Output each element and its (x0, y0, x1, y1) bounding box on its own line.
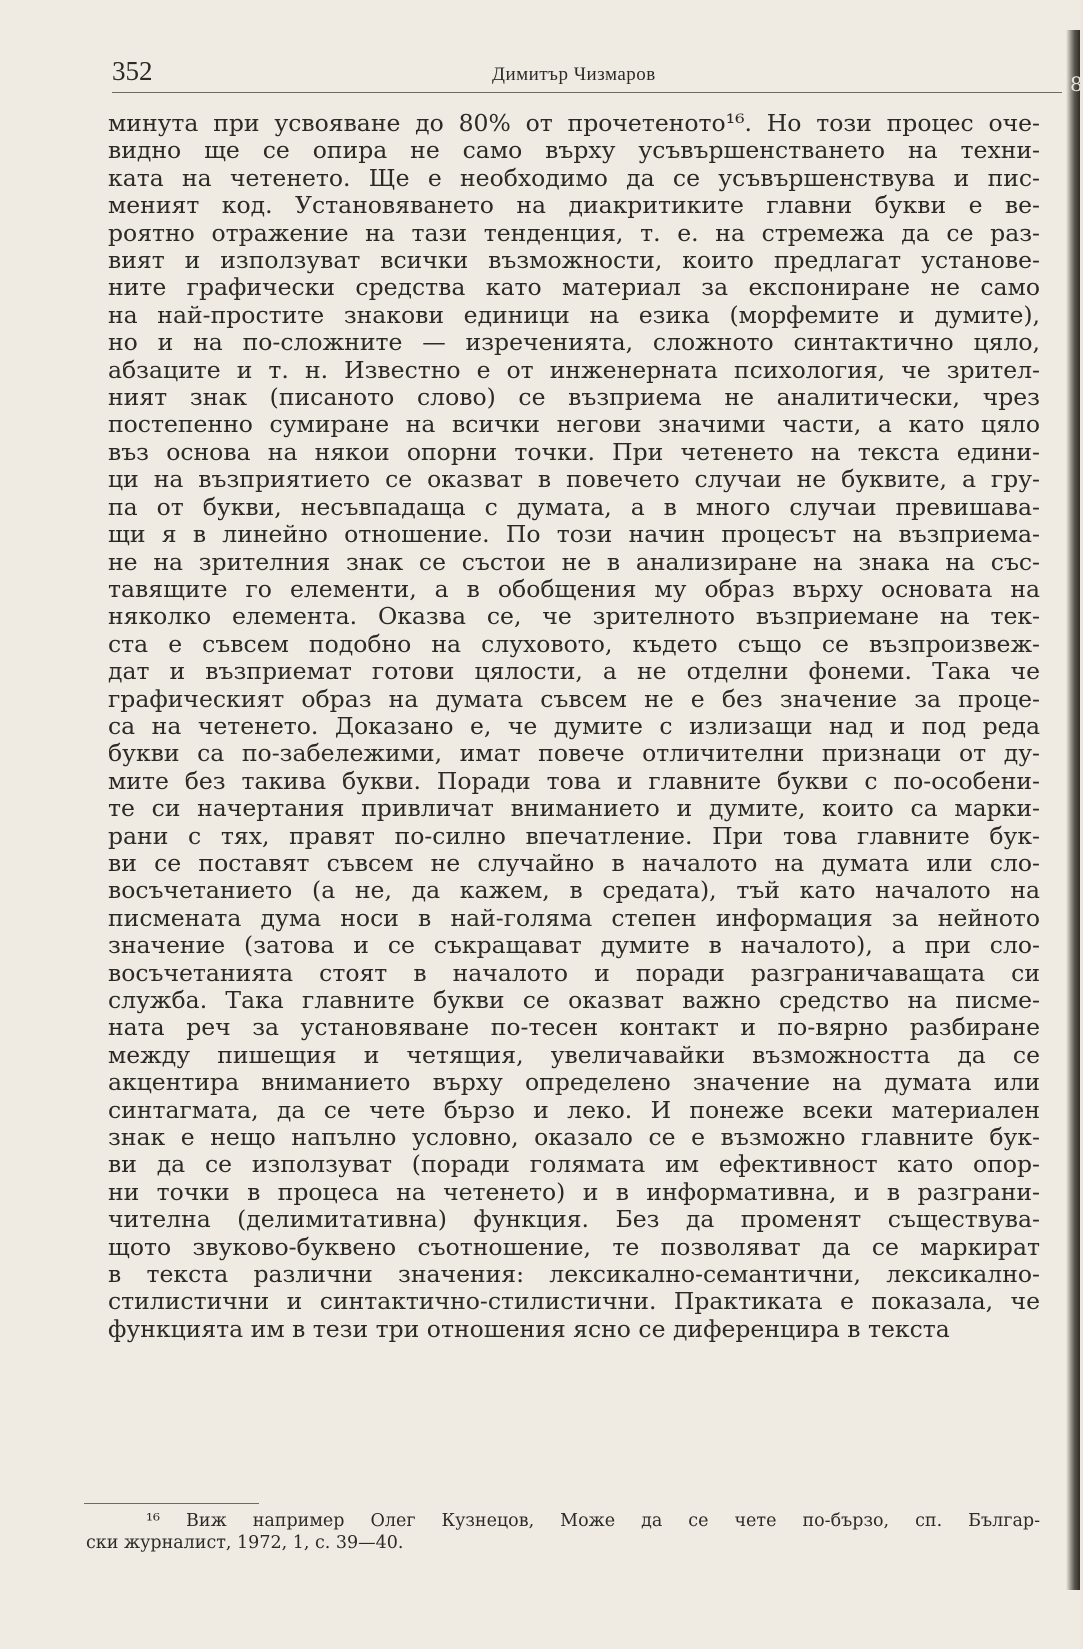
body-text (108, 110, 1040, 1343)
text-line: въз основа на някои опорни точки. При четенето на текста едини- (108, 437, 1040, 466)
text-line: ната реч за установяване по-тесен контакт и по-вярно разбиране (108, 1013, 1040, 1042)
text-line: в текста различни значения: лексикално-семантични, лексикално- (108, 1260, 1040, 1289)
text-line: функцията им в тези три отношения ясно се диференцира в текста (108, 1314, 950, 1343)
page-edge-shadow (1066, 30, 1083, 1590)
text-line: но и на по-сложните — изреченията, сложното синтактично цяло, (108, 328, 1040, 357)
text-line: рани с тях, правят по-силно впечатление. При това главните бук- (108, 821, 1040, 850)
text-line: па от букви, несъвпадаща с думата, а в много случаи превишава- (108, 492, 1040, 521)
text-line: служба. Така главните букви се оказват важно средство на писме- (108, 986, 1040, 1014)
text-line: няколко елемента. Оказва се, че зрителното възприемане на тек- (108, 602, 1040, 631)
text-line: щото звуково-буквено съотношение, те позволяват да се маркират (108, 1232, 1040, 1261)
text-line: ста е съвсем подобно на слуховото, където също се възпроизвеж- (108, 629, 1040, 658)
text-line: те си начертания привличат вниманието и думите, които са марки- (108, 794, 1040, 823)
text-line: значение (затова и се съкращават думите в началото), а при сло- (108, 931, 1040, 960)
text-line: ци на възприятието се оказват в повечето случаи не буквите, а гру- (108, 465, 1040, 494)
text-line: видно ще се опира не само върху усъвършенстването на техни- (108, 136, 1040, 165)
text-line: роятно отражение на тази тенденция, т. е. на стремежа да се раз- (108, 218, 1040, 247)
text-line: синтагмата, да се чете бързо и леко. И понеже всеки материален (108, 1095, 1040, 1124)
page-number: 352 (112, 56, 153, 86)
text-line: писмената дума носи в най-голяма степен информация за нейното (108, 903, 1040, 932)
edge-page-mark: 8 (1070, 72, 1083, 96)
text-line: мите без такива букви. Поради това и главните букви с по-особени- (108, 766, 1040, 795)
text-line: ните графически средства като материал за експониране не само (108, 273, 1040, 302)
text-line: на най-простите знакови единици на езика (морфемите и думите), (108, 300, 1040, 329)
footnote-line: ски журналист, 1972, 1, с. 39—40. (86, 1533, 404, 1553)
text-line: щи я в линейно отношение. По този начин процесът на възприема- (108, 520, 1040, 549)
text-line: вият и използуват всички възможности, които предлагат установе- (108, 246, 1040, 275)
text-line: са на четенето. Доказано е, че думите с излизащи над и под реда (108, 711, 1040, 740)
text-line: тавящите го елементи, а в обобщения му образ върху основата на (108, 574, 1040, 603)
text-line: минута при усвояване до 80% от прочетеното¹⁶. Но този процес оче- (108, 109, 1040, 137)
text-line: стилистични и синтактично-стилистични. Практиката е показала, че (108, 1287, 1040, 1316)
footnote-line: ¹⁶ Виж например Олег Кузнецов, Може да се чете по-бързо, сп. Българ- (146, 1511, 1040, 1531)
text-line: восъчетанието (а не, да кажем, в средата), тъй като началото на (108, 876, 1040, 905)
running-head-author: Димитър Чизмаров (492, 64, 656, 85)
text-line: ни точки в процеса на четенето) и в информативна, и в разграни- (108, 1177, 1040, 1206)
text-line: ката на четенето. Ще е необходимо да се усъвършенствува и пис- (108, 163, 1040, 192)
text-line: ви се поставят съвсем не случайно в началото на думата или сло- (108, 848, 1040, 877)
footnote (86, 1510, 1040, 1554)
text-line: постепенно сумиране на всички негови значими части, а като цяло (108, 410, 1040, 439)
text-line: меният код. Установяването на диакритиките главни букви е ве- (108, 191, 1040, 220)
text-line: знак е нещо напълно условно, оказало се е възможно главните бук- (108, 1123, 1040, 1152)
text-line: ният знак (писаното слово) се възприема не аналитически, чрез (108, 383, 1040, 412)
header-rule (112, 92, 1062, 93)
text-line: абзаците и т. н. Известно е от инженерната психология, че зрител- (108, 355, 1040, 384)
text-line: дат и възприемат готови цялости, а не отделни фонеми. Така че (108, 657, 1040, 686)
text-line: не на зрителния знак се състои не в анализиране на знака на със- (108, 547, 1040, 576)
footnote-rule (84, 1503, 259, 1504)
text-line: ви да се използуват (поради голямата им ефективност като опор- (108, 1150, 1040, 1179)
text-line: акцентира вниманието върху определено значение на думата или (108, 1068, 1040, 1097)
text-line: букви са по-забележими, имат повече отличителни признаци от ду- (108, 739, 1040, 768)
text-line: между пишещия и четящия, увеличавайки възможността да се (108, 1040, 1040, 1069)
text-line: графическият образ на думата съвсем не е без значение за проце- (108, 684, 1040, 713)
text-line: восъчетанията стоят в началото и поради разграничаващата си (108, 958, 1040, 987)
text-line: чителна (делимитативна) функция. Без да променят съществува- (108, 1205, 1040, 1234)
running-head (112, 56, 1062, 96)
